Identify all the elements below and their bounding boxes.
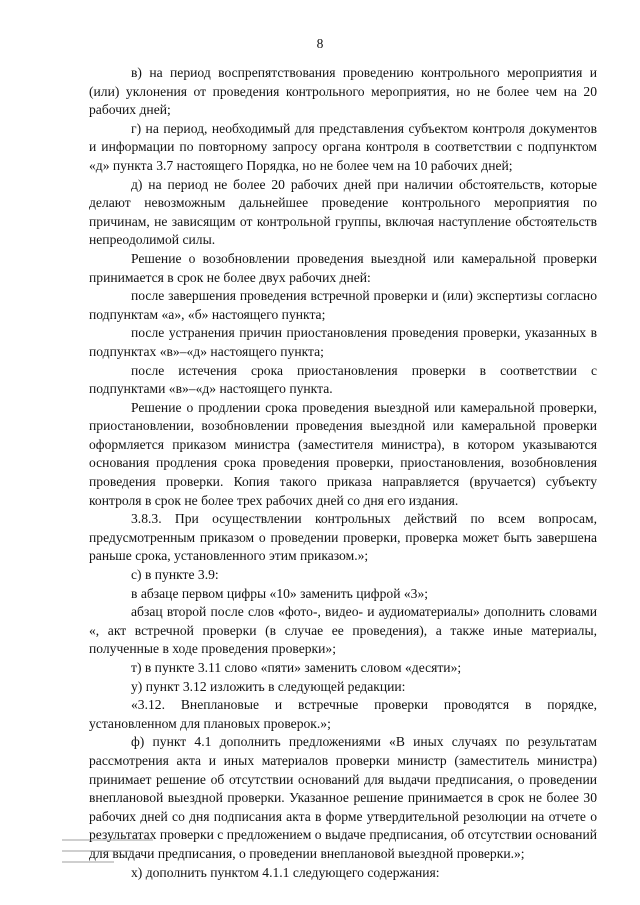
document-body: [89, 64, 597, 882]
paragraph: с) в пункте 3.9:: [131, 567, 219, 583]
paragraph: д) на период не более 20 рабочих дней при наличии обстоятельств, которые делают невозможным дальнейшее проведение контрольного мероприятия по причинам, не зависящим от контрольной группы, включая наступление обстоятельств непреодолимой силы.: [89, 176, 597, 248]
paragraph: ф) пункт 4.1 дополнить предложениями «В иных случаях по результатам рассмотрения акта и иных материалов проверки министр (заместитель министра) принимает решение об отсутствии оснований для выдачи предписания, о проведении внеплановой выездной проверки. Указанное решение принимается в срок не более 30 рабочих дней со дня подписания акта в форме утвердительной резолюции на отчете о результатах проверки с предложением о выдаче предписания, об отсутствии оснований для выдачи предписания, о проведении внеплановой выездной проверки.»;: [89, 734, 597, 861]
page-number: 8: [316, 36, 324, 51]
paragraph: х) дополнить пунктом 4.1.1 следующего содержания:: [131, 864, 440, 880]
paragraph: после истечения срока приостановления проверки в соответствии с подпунктами «в»–«д» настоящего пункта.: [89, 362, 597, 397]
paragraph: Решение о продлении срока проведения выездной или камеральной проверки, приостановлении, возобновлении проведения выездной или камеральной проверки оформляется приказом министра (заместителя министра), в котором указываются основания продления срока проведения проверки, приостановления, возобновления проведения проверки. Копия такого приказа направляется (вручается) субъекту контроля в срок не более трех рабочих дней со дня его издания.: [89, 399, 597, 508]
paragraph: 3.8.3. При осуществлении контрольных действий по всем вопросам, предусмотренным приказом о проведении проверки, проверка может быть завершена раньше срока, установленного этим приказом.»;: [89, 511, 597, 564]
paragraph: г) на период, необходимый для представления субъектом контроля документов и информации по повторному запросу органа контроля в соответствии с подпунктом «д» пункта 3.7 настоящего Порядка, но не более чем на 10 рабочих дней;: [89, 120, 597, 173]
paragraph: «3.12. Внеплановые и встречные проверки проводятся в порядке, установленном для плановых проверок.»;: [89, 697, 597, 731]
faded-stamp-mark: [62, 830, 192, 876]
paragraph: т) в пункте 3.11 слово «пяти» заменить словом «десяти»;: [131, 660, 462, 675]
paragraph: у) пункт 3.12 изложить в следующей редакции:: [131, 678, 406, 694]
paragraph: Решение о возобновлении проведения выездной или камеральной проверки принимается в срок не более двух рабочих дней:: [89, 250, 597, 285]
paragraph: после устранения причин приостановления проведения проверки, указанных в подпунктах «в»–«д» настоящего пункта;: [89, 325, 597, 359]
paragraph: абзац второй после слов «фото-, видео- и аудиоматериалы» дополнить словами «, акт встречной проверки (в случае ее проведения), а также иные материалы, полученные в ходе проведения проверки»;: [89, 604, 597, 657]
paragraph: в абзаце первом цифры «10» заменить цифрой «3»;: [131, 585, 429, 601]
paragraph: в) на период воспрепятствования проведению контрольного мероприятия и (или) уклонения от проведения контрольного мероприятия, но не более чем на 20 рабочих дней;: [89, 65, 597, 118]
paragraph: после завершения проведения встречной проверки и (или) экспертизы согласно подпунктам «а», «б» настоящего пункта;: [89, 288, 597, 322]
